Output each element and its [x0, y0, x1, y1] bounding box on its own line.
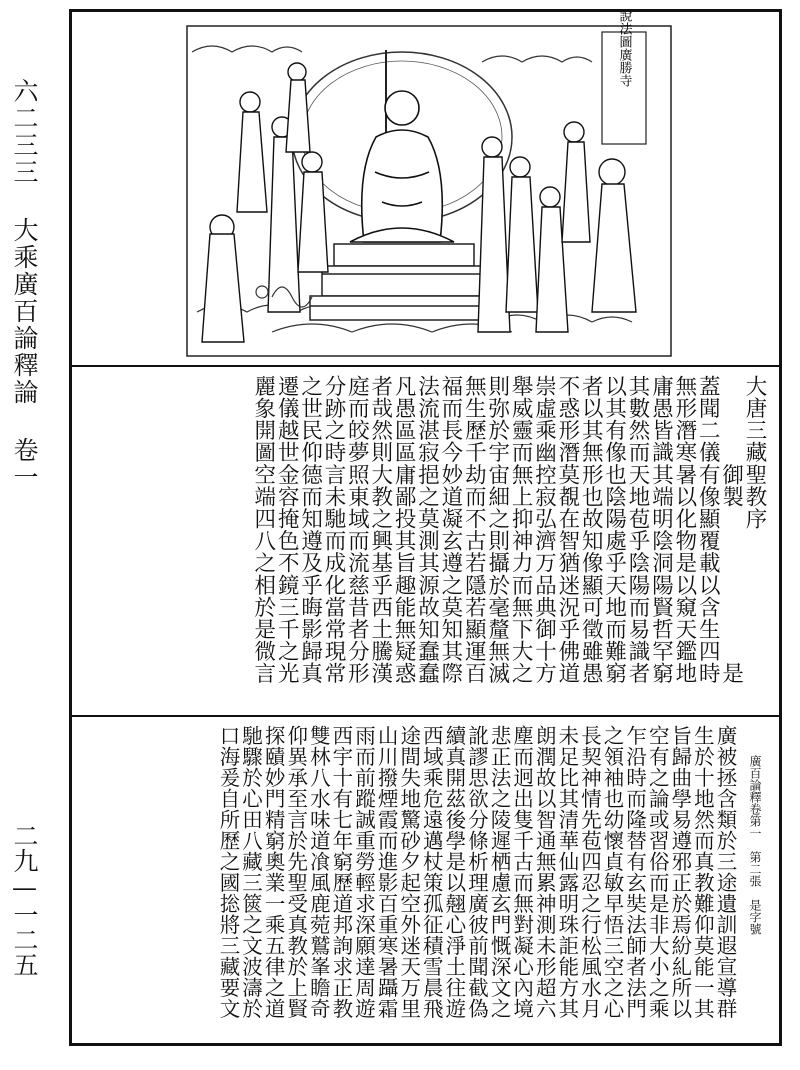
- text-column: 者以其無形也故知像顯可徵雖愚: [578, 375, 604, 685]
- text-column: 分跡之時言未馳而成化當常現常: [320, 375, 346, 685]
- text-column: 麗象開圖空端四八之相於是微言: [250, 375, 276, 685]
- text-column: 大唐三藏聖教序: [742, 375, 767, 530]
- illustration-panel: [72, 12, 779, 367]
- page-margin: [4, 78, 54, 1038]
- text-column: 雨而前蹤誠重勞輕求深願達周遊: [351, 725, 376, 1019]
- text-column: 口海爰自所歷之國捴將三藏要文: [215, 725, 240, 1019]
- text-column: 御製 是: [718, 375, 744, 685]
- preface-columns: [250, 375, 765, 705]
- text-column: 旨歸曲學易遵邪正於焉紛糺所以: [667, 725, 692, 1019]
- text-column: 庭而皎夢照東域而流慈昔者分形: [344, 375, 370, 685]
- text-column: 者哉然則大教之興基乎西土騰漢: [367, 375, 393, 685]
- text-column: 乍沿時而隆替有玄奘法師者法門: [622, 725, 647, 1019]
- right-attendants: [478, 122, 636, 332]
- text-column: 探賾妙門精窮奧業一乘五律之道: [261, 725, 286, 1019]
- text-column: 西宇十有七年窮歷道邦詢求正教: [328, 725, 353, 1019]
- page-frame: [69, 9, 782, 1046]
- text-column: 無生歷千劫而不古若隱若顯運百: [461, 375, 487, 685]
- text-column: 不惑形潛莫覩在智猶迷況乎佛道: [554, 375, 580, 685]
- continuation-panel: [72, 717, 779, 1043]
- text-column: 途間失地驚砂夕起空外迷天万里: [396, 725, 421, 1019]
- text-column: 舉威靈而無上抑神力而無下大之: [508, 375, 534, 685]
- text-column: 凡愚區區庸鄙投其旨趣能無疑惑: [391, 375, 417, 685]
- text-column: 朗潤故以智通無累神測未形超六: [532, 725, 557, 1019]
- text-column: 庸愚皆識其端明陰洞陽賢哲罕窮: [648, 375, 674, 685]
- text-column: 悲正法之陵遲栖慮玄門慨深文之: [487, 725, 512, 1019]
- text-column: 西域乘危遠邁杖策孤征積雪晨飛: [419, 725, 444, 1019]
- text-column: 生於十地然而真教難仰莫能一其: [690, 725, 715, 1019]
- margin-page-number: 二九—一二五: [10, 823, 39, 977]
- sheet-note: 廣百論釋卷第一 第二張 是字號: [748, 755, 762, 935]
- text-column: 遷儀越世金容掩色不鏡三千之光: [274, 375, 300, 685]
- text-column: 塵而迥出隻千古而無對凝心內境: [509, 725, 534, 1019]
- preface-panel: [72, 365, 779, 717]
- text-column: 廣被拯含類於三途遺訓遐宣導群: [713, 725, 737, 1019]
- text-column: 未足比其清華仙露明珠詎能方其: [554, 725, 579, 1019]
- text-column: 其數然而天地苞乎陰陽而易識者: [625, 375, 651, 685]
- margin-title: 六二三三 大乘廣百論釋論 卷一: [10, 78, 39, 491]
- text-column: 則弥於宇宙細之則攝於毫釐無滅: [484, 375, 510, 685]
- text-column: 續真開茲後學是以翹心淨土往遊: [441, 725, 466, 1019]
- text-column: 蓋聞二儀有像顯覆載以含生四時: [695, 375, 721, 685]
- text-column: 崇虛乘幽控寂弘濟万品典御十方: [531, 375, 557, 685]
- text-column: 訛謬思欲分條析理廣彼前聞截偽: [464, 725, 489, 1019]
- text-column: 福而長今妙道凝玄遵之莫知其際: [437, 375, 463, 685]
- central-figure: [350, 91, 454, 242]
- frontispiece-illustration: [72, 12, 779, 362]
- left-attendants: [202, 63, 328, 342]
- text-column: 長契神情先苞四忍之行松風水月: [577, 725, 602, 1019]
- continuation-columns: [215, 725, 735, 1040]
- text-column: 以其有像也陰陽處乎天地而難窮: [601, 375, 627, 685]
- text-column: 雙林八水味道飡風鹿菀鷲峯瞻奇: [306, 725, 331, 1019]
- text-column: 山川撥煙霞而進影百重寒暑躡霜: [374, 725, 399, 1019]
- text-column: 法流湛寂挹之莫測其源故知蠢蠢: [414, 375, 440, 685]
- text-column: 之世民仰德而知遵及乎晦影歸真: [297, 375, 323, 685]
- cartouche-text: 說法圖廣勝寺: [616, 12, 632, 87]
- text-column: 無形潛寒暑以化物是以窺天鑑地: [671, 375, 697, 685]
- throne: [310, 244, 500, 320]
- text-column: 馳驟於心田八藏三篋之文波濤於: [238, 725, 263, 1019]
- text-column: 仰異承至言於先聖受真教於上賢: [283, 725, 308, 1019]
- text-column: 空有之論或習俗而是非大小之乘: [645, 725, 670, 1019]
- text-column: 之領袖也幼懷貞敏早悟三空之心: [600, 725, 625, 1019]
